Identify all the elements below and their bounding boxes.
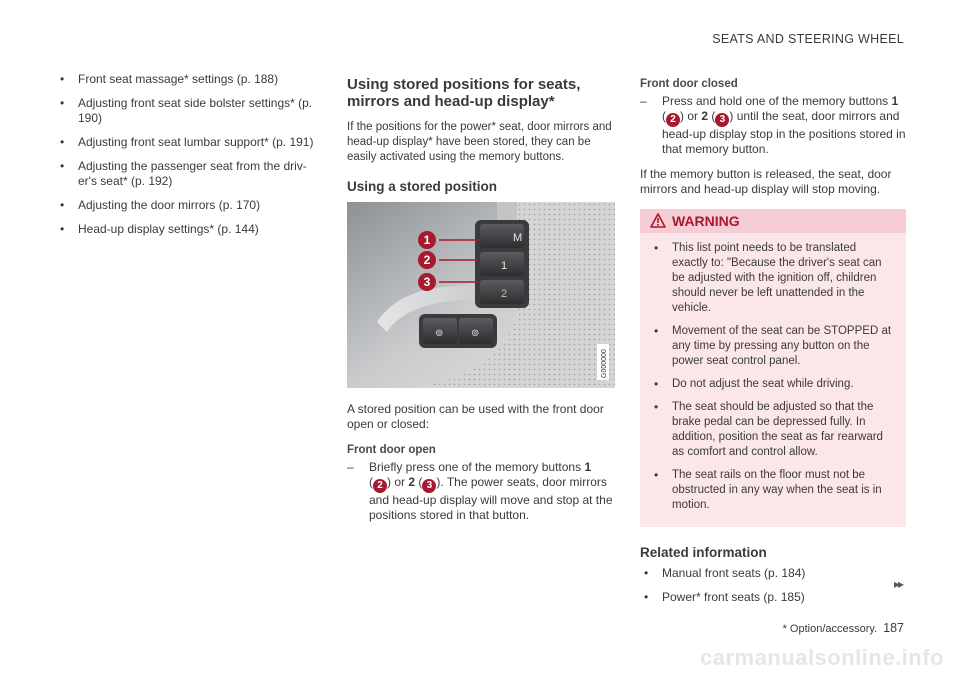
- next-page-arrows[interactable]: ▸▸: [893, 577, 902, 591]
- button-2-badge: 2: [373, 479, 387, 493]
- related-info-list: [640, 566, 906, 605]
- related-link-door-mirrors[interactable]: • Adjusting the door mirrors (p. 170): [56, 198, 324, 213]
- related-link-head-up[interactable]: • Head-up display settings* (p. 144): [56, 222, 324, 237]
- warning-item: • The seat should be adjusted so that the brake pedal can be depressed fully. In addition, position the seat as far rearward as comfort and control allow.: [650, 400, 894, 460]
- warning-header: [640, 209, 906, 233]
- page-footer: [783, 621, 904, 635]
- warning-list: [640, 233, 906, 527]
- warning-item: • Do not adjust the seat while driving.: [650, 377, 894, 392]
- intro-text: If the positions for the power* seat, door mirrors and head-up display* have been stored, they can be easily activated using the memory buttons.: [347, 121, 612, 163]
- page-number: 187: [883, 621, 904, 635]
- button-3-badge: 3: [715, 113, 729, 127]
- warning-item: • Movement of the seat can be STOPPED at any time by pressing any button on the power seat control panel.: [650, 324, 894, 369]
- related-link-manual-seats[interactable]: • Manual front seats (p. 184): [640, 566, 906, 581]
- door-closed-step: – Press and hold one of the memory buttons 1 ( 2 ) or 2 ( 3 ) until the seat, door mirrors and head-up display stop in the positions stored in that memory button.: [640, 94, 906, 156]
- svg-text:⊚: ⊚: [471, 328, 480, 339]
- warning-item: • This list point needs to be translated exactly to: "Because the driver's seat can be adjusted with the ignition off, children should never be left unattended in the vehicle.: [650, 241, 894, 316]
- door-closed-heading: Front door closed: [640, 78, 738, 90]
- button-2-badge: 2: [666, 113, 680, 127]
- button-3-badge: 3: [422, 479, 436, 493]
- related-link-power-seats[interactable]: • Power* front seats (p. 185): [640, 590, 906, 605]
- main-column: [347, 72, 615, 533]
- related-link-passenger-seat[interactable]: • Adjusting the passenger seat from the driv-er's seat* (p. 192): [56, 159, 324, 189]
- related-list-column: [56, 72, 324, 246]
- subheading: Using a stored position: [347, 179, 498, 194]
- page-title: Using stored positions for seats, mirrors and head-up display*: [347, 76, 581, 110]
- related-link-side-bolster[interactable]: • Adjusting front seat side bolster settings* (p. 190): [56, 96, 324, 126]
- related-info-heading: Related information: [640, 545, 767, 560]
- released-text: If the memory button is released, the seat, door mirrors and head-up display will stop moving.: [640, 167, 892, 196]
- button-label-m: M: [513, 232, 523, 244]
- button-label-2: 2: [501, 288, 508, 300]
- button-label-1: 1: [501, 260, 508, 272]
- callout-1-label: 1: [423, 233, 431, 247]
- warning-title: WARNING: [672, 213, 740, 229]
- callout-3-label: 3: [423, 275, 431, 289]
- related-link-massage[interactable]: • Front seat massage* settings (p. 188): [56, 72, 324, 87]
- door-open-heading: Front door open: [347, 444, 436, 456]
- right-column: [640, 78, 906, 614]
- memory-buttons-photo: [347, 202, 615, 388]
- warning-box: [640, 209, 906, 527]
- warning-triangle-icon: [650, 213, 666, 228]
- watermark: carmanualsonline.info: [700, 645, 944, 670]
- callout-2-label: 2: [423, 253, 431, 267]
- image-code: G000000: [601, 349, 608, 378]
- door-open-step: – Briefly press one of the memory buttons 1 ( 2 ) or 2 ( 3 ). The power seats, door mirrors and head-up display will move and stop at the positions stored in that button.: [347, 460, 613, 522]
- svg-text:⊚: ⊚: [435, 328, 444, 339]
- warning-item: • The seat rails on the floor must not be obstructed in any way when the seat is in motion.: [650, 468, 894, 513]
- footnote-text: * Option/accessory.: [782, 623, 878, 635]
- related-link-lumbar[interactable]: • Adjusting front seat lumbar support* (p. 191): [56, 135, 324, 150]
- related-links-list: [56, 72, 324, 237]
- section-header: SEATS AND STEERING WHEEL: [712, 32, 904, 46]
- photo-caption: A stored position can be used with the front door open or closed:: [347, 402, 604, 431]
